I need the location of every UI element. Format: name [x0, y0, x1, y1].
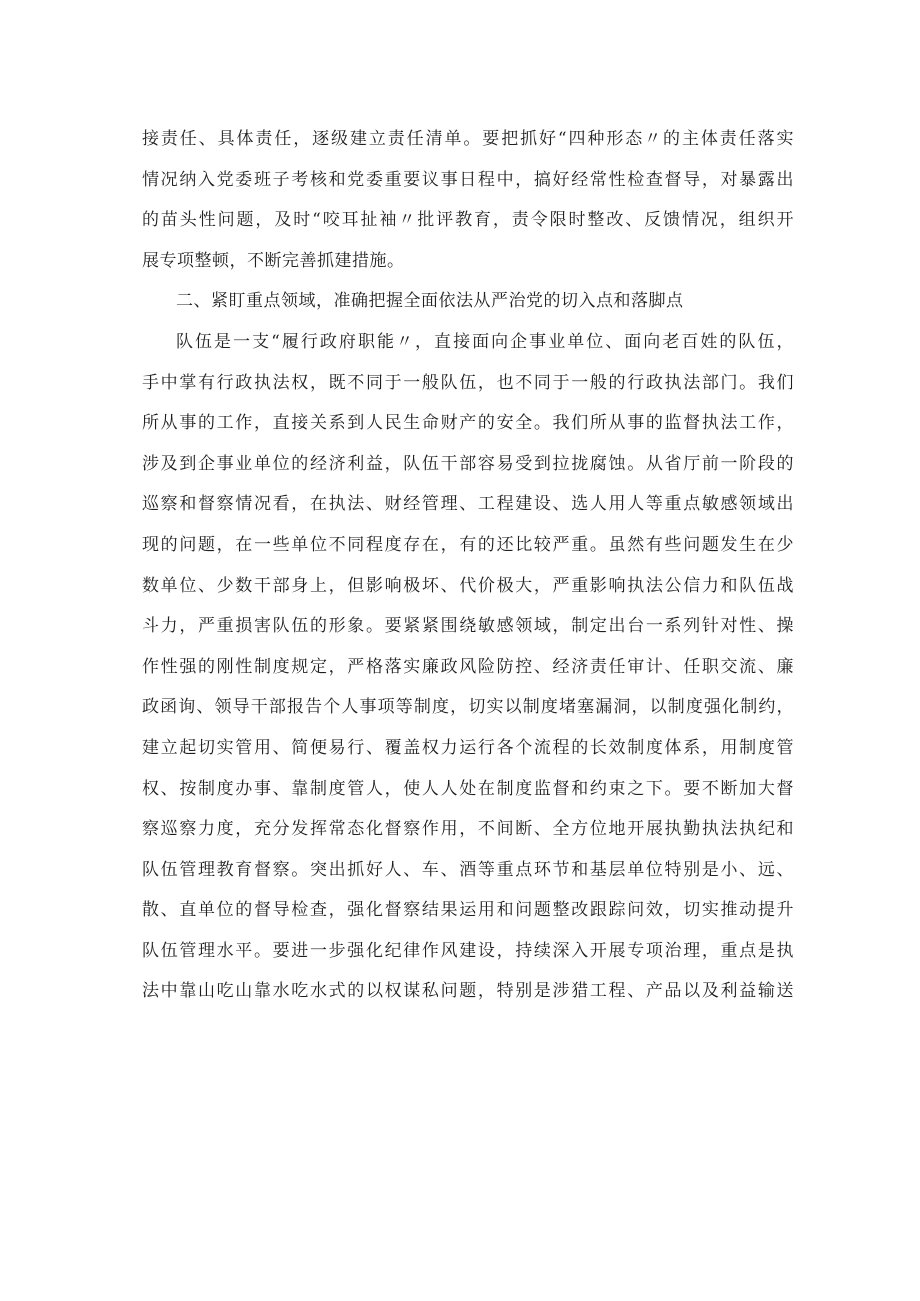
- paragraph-line: 散、直单位的督导检查，强化督察结果运用和问题整改跟踪问效，切实推动提升: [142, 900, 794, 921]
- paragraph-line: 斗力，严重损害队伍的形象。要紧紧围绕敏感领域，制定出台一系列针对性、操: [142, 616, 794, 637]
- paragraph-line: 建立起切实管用、简便易行、覆盖权力运行各个流程的长效制度体系，用制度管: [142, 737, 794, 758]
- paragraph-line: 数单位、少数干部身上，但影响极坏、代价极大，严重影响执法公信力和队伍战: [142, 575, 794, 596]
- paragraph-line: 政函询、领导干部报告个人事项等制度，切实以制度堵塞漏洞，以制度强化制约，: [142, 697, 794, 718]
- paragraph-line: 巡察和督察情况看，在执法、财经管理、工程建设、选人用人等重点敏感领域出: [142, 494, 794, 515]
- paragraph-line: 权、按制度办事、靠制度管人，使人人处在制度监督和约束之下。要不断加大督: [142, 778, 794, 799]
- paragraph-line: 所从事的工作，直接关系到人民生命财产的安全。我们所从事的监督执法工作，: [142, 413, 794, 434]
- paragraph-line: 法中靠山吃山靠水吃水式的以权谋私问题，特别是涉猎工程、产品以及利益输送: [142, 981, 794, 1002]
- paragraph-line: 作性强的刚性制度规定，严格落实廉政风险防控、经济责任审计、任职交流、廉: [142, 656, 794, 677]
- paragraph-line: 情况纳入党委班子考核和党委重要议事日程中，搞好经常性检查督导，对暴露出: [142, 169, 794, 190]
- paragraph-line: 接责任、具体责任，逐级建立责任清单。要把抓好“四种形态〃的主体责任落实: [142, 129, 794, 149]
- paragraph-line: 队伍是一支“履行政府职能〃，直接面向企事业单位、面向老百姓的队伍，: [176, 331, 794, 352]
- paragraph-line: 现的问题，在一些单位不同程度存在，有的还比较严重。虽然有些问题发生在少: [142, 534, 794, 555]
- paragraph-line: 队伍管理教育督察。突出抓好人、车、酒等重点环节和基层单位特别是小、远、: [142, 859, 794, 880]
- paragraph-line: 队伍管理水平。要进一步强化纪律作风建设，持续深入开展专项治理，重点是执: [142, 940, 794, 961]
- paragraph-line: 的苗头性问题，及时“咬耳扯袖〃批评教育，责令限时整改、反馈情况，组织开: [142, 210, 794, 231]
- paragraph-line: 涉及到企事业单位的经济利益，队伍干部容易受到拉拢腐蚀。从省厅前一阶段的: [142, 453, 794, 474]
- document-body: [142, 119, 794, 1012]
- paragraph-line: 察巡察力度，充分发挥常态化督察作用，不间断、全方位地开展执勤执法执纪和: [142, 819, 794, 840]
- paragraph-line: 手中掌有行政执法权，既不同于一般队伍，也不同于一般的行政执法部门。我们: [142, 372, 794, 393]
- paragraph-line: 展专项整顿，不断完善抓建措施。: [142, 250, 405, 271]
- section-heading: 二、紧盯重点领域，准确把握全面依法从严治党的切入点和落脚点: [176, 291, 684, 312]
